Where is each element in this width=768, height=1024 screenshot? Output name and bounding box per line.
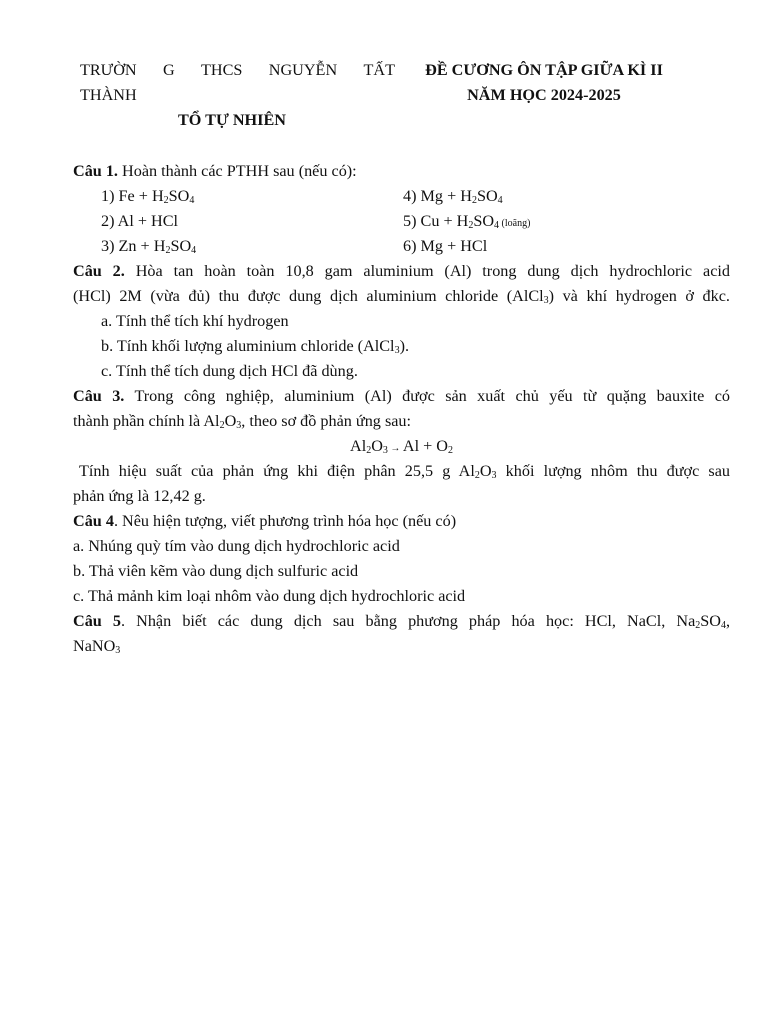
question-3-line3 — [73, 459, 730, 484]
question-text: , theo sơ đồ phản ứng sau: — [241, 412, 412, 430]
question-text: ). — [399, 337, 409, 355]
subscript: 2 — [695, 620, 701, 631]
question-3-line4: phản ứng là 12,42 g. — [73, 487, 206, 505]
equation-item — [73, 209, 403, 234]
equation-row — [73, 234, 730, 259]
school-word: NGUYỄN — [268, 61, 338, 79]
school-year: NĂM HỌC 2024-2025 — [467, 86, 621, 104]
equation-text: 2) Al + HCl — [101, 212, 179, 230]
subscript: 2 — [474, 470, 480, 481]
subscript: 4 — [720, 620, 726, 631]
subscript: 3 — [115, 645, 121, 656]
question-4-part-b: b. Thả viên kẽm vào dung dịch sulfuric acid — [73, 562, 359, 580]
subscript: 3 — [394, 345, 400, 356]
question-text: O — [479, 462, 492, 480]
subscript: 2 — [468, 220, 474, 231]
subscript: 4 — [191, 245, 197, 256]
equation-text: O — [371, 437, 383, 455]
question-label: Câu 1. — [73, 162, 118, 180]
equation-text: SO — [476, 187, 498, 205]
question-text: Hoàn thành các PTHH sau (nếu có): — [117, 162, 357, 180]
subscript: 2 — [448, 445, 453, 456]
question-text: b. Tính khối lượng aluminium chloride (AlCl — [101, 337, 395, 355]
question-3-line2 — [73, 409, 730, 434]
equation-item — [403, 234, 730, 259]
subscript: 2 — [219, 420, 225, 431]
school-word: THCS — [201, 61, 243, 79]
question-2-line1 — [73, 259, 730, 284]
question-text: . Nhận biết các dung dịch sau bằng phương pháp hóa học: HCl, NaCl, Na — [121, 612, 696, 630]
subscript: 2 — [366, 445, 372, 456]
subscript: 3 — [491, 470, 497, 481]
department-name: TỔ TỰ NHIÊN — [178, 111, 286, 129]
question-text: khối lượng nhôm thu được sau — [496, 462, 730, 480]
question-label: Câu 3. — [73, 387, 125, 405]
condition-note: (loãng) — [499, 218, 531, 229]
equation-text: Al + O — [402, 437, 448, 455]
question-text: thành phần chính là Al — [73, 412, 220, 430]
equation-text: 5) Cu + H — [403, 212, 469, 230]
school-word: TRƯỜN — [80, 61, 137, 79]
equation-text: 4) Mg + H — [403, 187, 472, 205]
equation-item — [73, 234, 403, 259]
equation-item — [403, 209, 730, 234]
equation-item — [403, 184, 730, 209]
question-text: Trong công nghiệp, aluminium (Al) được sản xuất chủ yếu từ quặng bauxite có — [124, 387, 730, 405]
school-name-line2: THÀNH — [80, 86, 137, 104]
subscript: 4 — [497, 195, 503, 206]
question-text: , — [725, 612, 731, 630]
subscript: 4 — [494, 220, 500, 231]
equation-text: SO — [473, 212, 495, 230]
equation-text: 1) Fe + H — [101, 187, 164, 205]
question-text: NaNO — [73, 637, 116, 655]
question-text: Tính hiệu suất của phản ứng khi điện phân 25,5 g Al — [79, 462, 475, 480]
document-body — [73, 159, 730, 659]
question-label: Câu 5 — [73, 612, 121, 630]
subscript: 3 — [236, 420, 242, 431]
equation-item — [73, 184, 403, 209]
equation-text: 3) Zn + H — [101, 237, 166, 255]
question-2-part-c: c. Tính thể tích dung dịch HCl đã dùng. — [101, 362, 358, 380]
equation-row — [73, 184, 730, 209]
subscript: 2 — [471, 195, 477, 206]
question-5-line2 — [73, 634, 730, 659]
equation-text: 6) Mg + HCl — [403, 237, 488, 255]
school-name-line1 — [80, 58, 395, 83]
document-title-block — [410, 58, 678, 108]
equation-text: SO — [168, 187, 190, 205]
question-4-heading — [73, 509, 730, 534]
question-text: ) và khí hydrogen ở đkc. — [548, 287, 730, 305]
reaction-scheme — [73, 434, 730, 459]
equation-text: SO — [170, 237, 192, 255]
subscript: 3 — [543, 295, 549, 306]
subscript: 2 — [165, 245, 171, 256]
equation-row — [73, 209, 730, 234]
question-label: Câu 4 — [73, 512, 114, 530]
question-2-part-a: a. Tính thể tích khí hydrogen — [101, 312, 289, 330]
question-label: Câu 2. — [73, 262, 125, 280]
equation-text: Al — [350, 437, 367, 455]
question-4-part-a: a. Nhúng quỳ tím vào dung dịch hydrochloric acid — [73, 537, 400, 555]
question-5-line1 — [73, 609, 730, 634]
school-word: G — [162, 61, 175, 79]
document-title: ĐỀ CƯƠNG ÔN TẬP GIỮA KÌ II — [425, 61, 663, 79]
question-1-heading — [73, 159, 730, 184]
question-text: (HCl) 2M (vừa đủ) thu được dung dịch aluminium chloride (AlCl — [73, 287, 544, 305]
question-text: O — [224, 412, 237, 430]
question-2-line2 — [73, 284, 730, 309]
question-text: . Nêu hiện tượng, viết phương trình hóa học (nếu có) — [113, 512, 457, 530]
question-4-part-c: c. Thả mảnh kim loại nhôm vào dung dịch hydrochloric acid — [73, 587, 466, 605]
question-text: SO — [700, 612, 721, 630]
school-word: TẤT — [363, 61, 395, 79]
subscript: 4 — [189, 195, 195, 206]
reaction-arrow: → — [387, 443, 403, 454]
subscript: 3 — [382, 445, 388, 456]
question-text: Hòa tan hoàn toàn 10,8 gam aluminium (Al) trong dung dịch hydrochloric acid — [124, 262, 730, 280]
school-name — [80, 58, 395, 108]
question-2-part-b — [73, 334, 730, 359]
question-3-line1 — [73, 384, 730, 409]
subscript: 2 — [163, 195, 169, 206]
